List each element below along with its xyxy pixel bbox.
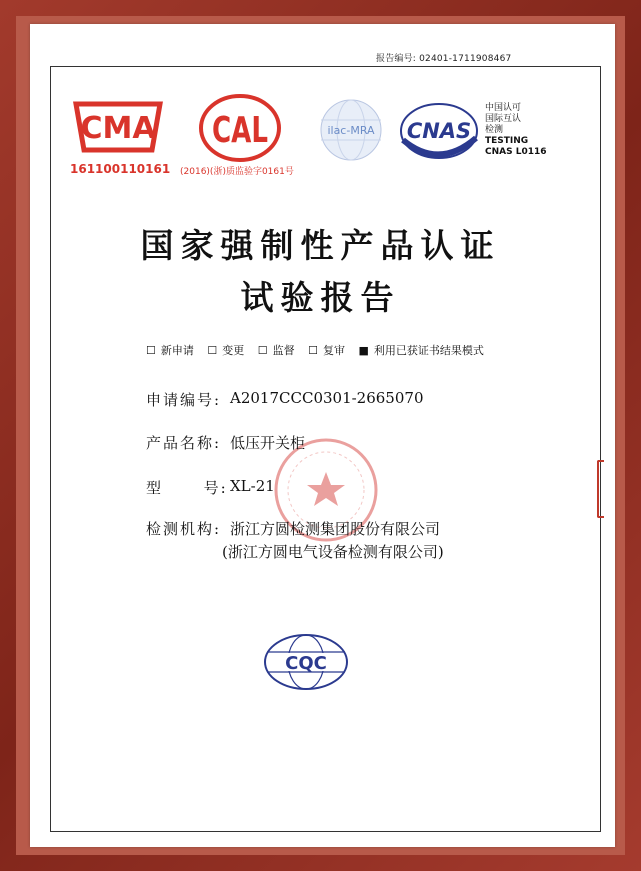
option-change — [207, 344, 249, 357]
cal-caption: (2016)(浙)质监验字0161号 — [180, 167, 294, 177]
cal-mark-text: CAL — [212, 110, 268, 151]
cnas-logo-icon — [398, 100, 480, 162]
cal-seal-icon — [197, 92, 283, 164]
cnas-line-3: 检测 — [485, 125, 504, 135]
report-number: 报告编号: 02401-1711908467 — [376, 54, 512, 64]
option-reuse-results — [359, 344, 489, 357]
option-supervision — [258, 344, 300, 357]
ilac-mark-text: ilac-MRA — [327, 124, 375, 137]
cnas-line-4: TESTING — [485, 136, 529, 146]
option-label: 新申请 — [160, 344, 194, 357]
testing-lab-label: 检测机构: — [146, 520, 222, 538]
application-no-label: 申请编号: — [146, 391, 222, 409]
product-name-label: 产品名称: — [146, 434, 222, 452]
option-label: 变更 — [222, 344, 245, 357]
testing-lab-value: 浙江方圆检测集团股份有限公司 — [230, 520, 441, 538]
cma-mark-text: CMA — [80, 111, 156, 146]
option-new-application — [146, 344, 199, 357]
model-label: 型 号: — [146, 479, 228, 497]
side-red-mark — [597, 460, 604, 518]
checkbox-icon: ☐ — [257, 344, 268, 357]
option-label: 监督 — [272, 344, 295, 357]
title-line-2: 试验报告 — [240, 278, 401, 317]
model-value: XL-21 — [230, 477, 275, 495]
cnas-line-5: CNAS L0116 — [485, 147, 547, 157]
product-name-value: 低压开关柜 — [230, 434, 306, 452]
checkbox-icon: ☐ — [207, 344, 218, 357]
cnas-mark-text: CNAS — [406, 119, 472, 143]
cma-seal-icon — [68, 98, 168, 156]
cnas-caption — [485, 103, 547, 158]
cnas-line-1: 中国认可 — [485, 103, 522, 113]
report-type-options — [146, 342, 494, 358]
ilac-mra-icon — [312, 96, 390, 164]
option-review — [308, 344, 350, 357]
title-line-1: 国家强制性产品认证 — [140, 226, 501, 265]
checkbox-icon: ☐ — [146, 344, 156, 357]
cnas-line-2: 国际互认 — [485, 114, 522, 124]
cqc-logo-icon — [262, 632, 350, 692]
application-no-value: A2017CCC0301-2665070 — [230, 389, 424, 407]
testing-lab-value-alt: (浙江方圆电气设备检测有限公司) — [222, 543, 444, 561]
cma-number: 161100110161 — [70, 162, 171, 176]
checkbox-icon: ☐ — [308, 344, 318, 357]
checked-box-icon: ■ — [358, 344, 369, 357]
cqc-mark-text: CQC — [285, 653, 327, 674]
option-label: 利用已获证书结果模式 — [373, 344, 484, 357]
option-label: 复审 — [323, 344, 345, 357]
